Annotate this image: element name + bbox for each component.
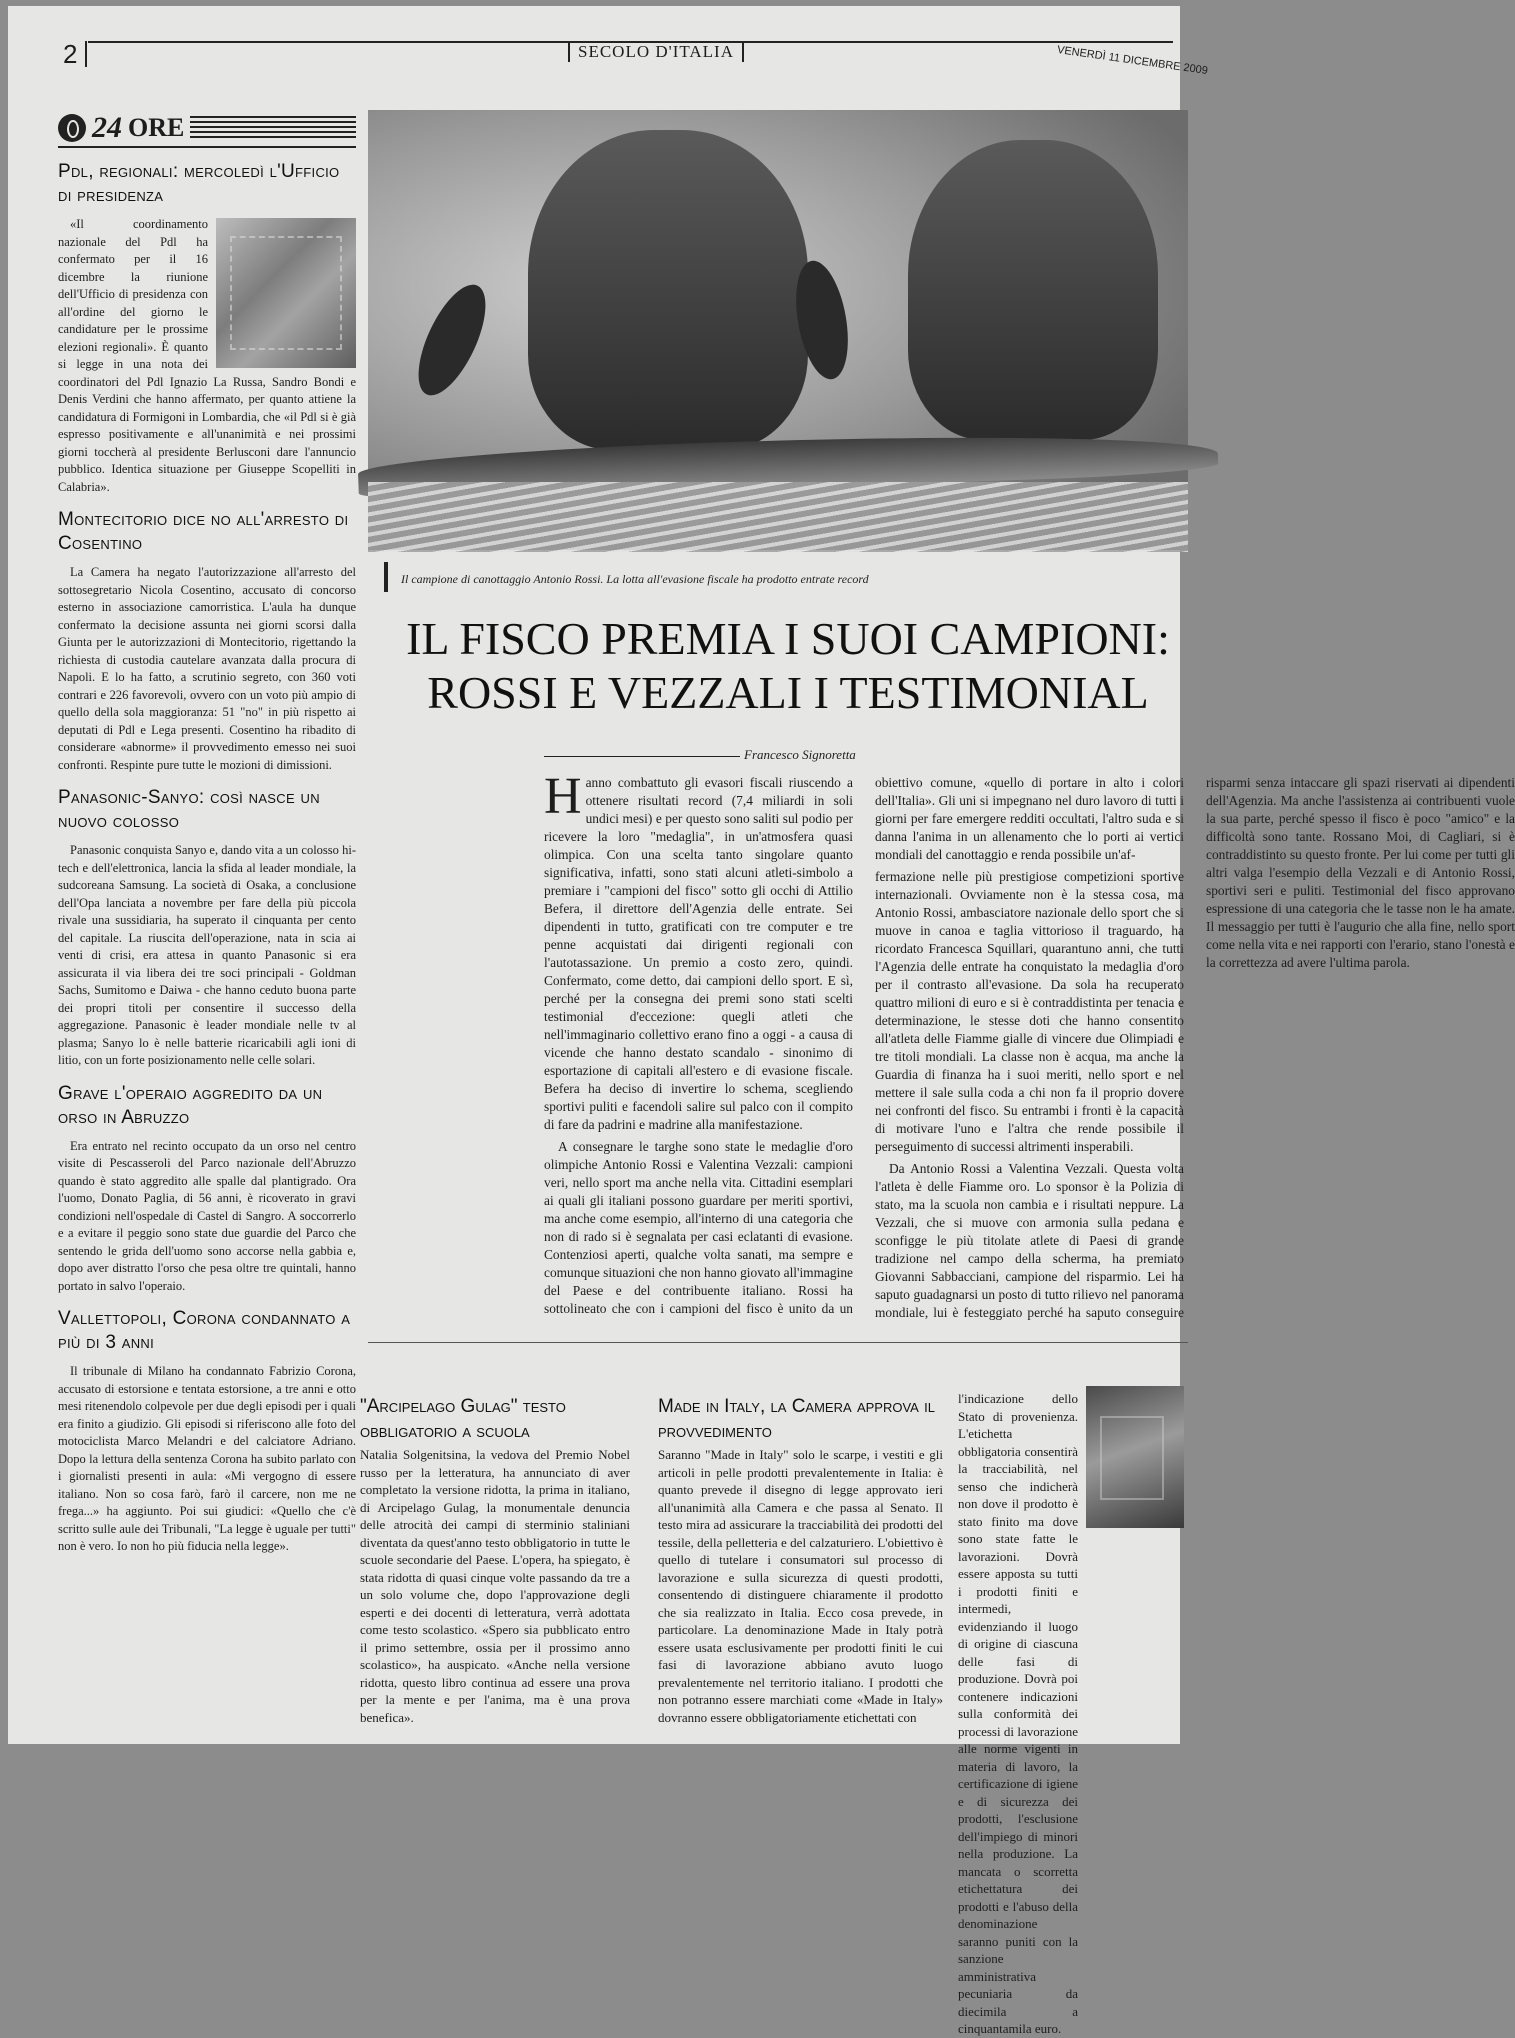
byline-rule [544, 756, 740, 757]
headline-line: ROSSI E VEZZALI I TESTIMONIAL [427, 667, 1149, 718]
news-body: Il tribunale di Milano ha condannato Fabrizio Corona, accusato di estorsione e tentata estorsione, a tre anni e otto mesi ritenendolo colpevole per due degli episodi per i quali era finito a giudizio. Gli episodi si riferiscono alle foto del motociclista Marco Melandri e del calciatore Adriano. Dopo la lettura della sentenza Corona ha subito parlato con i giornalisti presenti in aula: «Mi vergogno di essere italiano. Non so cosa farò, farò il carcere, non me ne frega...» ha aggiunto. Poi sui giudici: «Quello che c'è scritto sulle aule dei Tribunali, "La legge è uguale per tutti" non è vero. Io non ho più fiducia nella legge». [58, 1364, 356, 1553]
clock-icon [58, 114, 86, 142]
canoeists-photo [368, 110, 1188, 550]
caption-rule [384, 562, 388, 592]
paddler-figure [528, 130, 808, 450]
gulag-title: "Arcipelago Gulag" testo obbligatorio a scuola [360, 1396, 566, 1442]
article-paragraph: A consegnare le targhe sono state le medaglie d'oro olimpiche Antonio Rossi e Valentina Vezzali: campioni veri, nello sport ma anche nella vita. Cittadini esemplari ai quali gli italiani possono guardare per meriti sportivi, ma anche come esempio, all'interno di una categoria che non di rado si è segnalata per casi eclatanti di evasione. Contenziosi aperti, qualche volta sanati, ma sempre e comunque situazioni che non hanno giovato all'immagine del Paese e del contribuente italiano. Rossi ha sottolineato che con i campioni del fisco è unito da un obiettivo comune, «quello di portare in alto i colori dell'Italia». Gli uni si impegnano nel duro lavoro di tutti i giorni per fare emergere redditi occultati, l'altro suda e si danna l'anima in un allenamento che lo porti ai vertici mondiali del canottaggio e renda possibile un'af- [544, 775, 1184, 1316]
masthead: SECOLO D'ITALIA [568, 42, 744, 62]
sidebar-24ore [58, 110, 356, 1556]
ballot-papers-photo [216, 218, 356, 368]
newspaper-page [8, 6, 1515, 2036]
headline-line: IL FISCO PREMIA I SUOI CAMPIONI: [406, 613, 1170, 664]
news-title: Montecitorio dice no all'arresto di Cosentino [58, 509, 349, 554]
news-body: Panasonic conquista Sanyo e, dando vita a un colosso hi-tech e dell'elettronica, lancia la sfida al leader mondiale, la sudcoreana Samsung. La società di Osaka, a conclusione dell'Opa lanciata a novembre per fare della più piccola rivale una sussidiaria, ha superato il cinquanta per cento del capitale. La riuscita dell'operazione, nata in scia ai venti di crisi, era attesa in quanto Panasonic si era assicurata il via libera dei tre soci principali - Goldman Sachs, Sumitomo e Daiwa - che hanno ceduto buona parte dei propri titoli per consentire il successo della aggregazione. Panasonic è leader mondiale nelle tv al plasma; Sanyo lo è nelle batterie ricaricabili agli ioni di litio, con un forte posizionamento nelle celle solari. [58, 843, 356, 1067]
page-number: 2 [63, 41, 87, 67]
news-title: Vallettopoli, Corona condannato a più di 3 anni [58, 1308, 351, 1353]
made-in-italy-body: Saranno "Made in Italy" solo le scarpe, i vestiti e gli articoli in pelle prodotti prevalentemente in Italia: è quanto prevede il disegno di legge approvato ieri all'unanimità alla Camera e che passa al Senato. Il testo mira ad assicurare la tracciabilità dei prodotti del tessile, della pelletteria e del calzaturiero. L'obiettivo è quello di tutelare i consumatori sul processo di lavorazione e sulla sicurezza di questi prodotti, consentendo di distinguere chiaramente il prodotto che sia realizzato in Italia. Ecco cosa prevede, in particolare. La denominazione Made in Italy potrà essere usata esclusivamente per prodotti finiti le cui fasi di lavorazione abbiano avuto luogo prevalentemente nel territorio italiano. I prodotti che non potranno essere marchiati come «Made in Italy» dovranno essere obbligatoriamente etichettati con [658, 1447, 943, 1725]
paddle-blade [405, 275, 499, 404]
news-item [58, 160, 356, 496]
made-in-italy-title: Made in Italy, la Camera approva il provvedimento [658, 1396, 935, 1442]
drop-cap: H [544, 768, 582, 825]
byline: Francesco Signoretta [744, 747, 856, 762]
news-body: La Camera ha negato l'autorizzazione all'arresto del sottosegretario Nicola Cosentino, accusato di concorso esterno in associazione camorristica. L'aula ha dunque confermato la decisione assunta nei giorni scorsi dalla Giunta per le autorizzazioni di Montecitorio, rigettando la richiesta di custodia cautelare avanzata dalla procura di Napoli. E lo ha fatto, a scrutinio segreto, con 360 voti contrari e 226 favorevoli, ovvero con un voto più ampio di quello della sola maggioranza: 51 "no" in più rispetto ai deputati di Pdl e Lega presenti. Cosentino ha ribadito di considerare «abnorme» il provvedimento emesso nei suoi confronti. Respinte pure tutte le mozioni di dimissioni. [58, 565, 356, 772]
logo-24ore [58, 110, 356, 148]
article-paragraph: fermazione nelle più prestigiose competizioni sportive internazionali. Ovviamente non è la stessa cosa, ma Antonio Rossi, ambasciatore nazionale dello sport che si muove in canoa e taglia vittorioso il traguardo, ha ricordato Francesca Squillari, quarantuno anni, che tutti l'Agenzia delle entrate ha conquistato la medaglia d'oro per il contrasto all'evasione. Da sola ha recuperato quattro milioni di euro e si è contraddistinta per tenacia e determinazione, le stesse doti che hanno consentito all'atleta delle Fiamme gialle di vincere due Olimpiadi e tre titoli mondiali. La classe non è acqua, ma anche la Guardia di finanza ha i suoi meriti, nello sport e nel mettere il sale sulla coda a chi non fa il proprio dovere nei confronti del fisco. Su entrambi i fronti è la capacità di motivare l'uno e l'altra che rende possibile il perseguimento di successi altrimenti insperabili. [875, 869, 1184, 1154]
article-text: anno combattuto gli evasori fiscali riuscendo a ottenere risultati record (7,4 miliardi in soli undici mesi) e per questo sono saliti sul podio per ricevere la loro "medaglia", in un'atmosfera quasi olimpica. Con una scelta tanto singolare quanto significativa, infatti, sono stati alcuni atleti-simbolo a premiare i "campioni del fisco" sotto gli occhi di Attilio Befera, il direttore dell'Agenzia delle entrate. Sei dipendenti in tutto, gratificati con tre computer e tre penne acquistati dai dirigenti regionali con l'autotassazione. Un premio a costo zero, quindi. Confermato, come detto, dai campioni dello sport. E sì, perché per la consegna dei premi sono stati scelti testimonial d'eccezione: quegli atleti che nell'immaginario collettivo erano fino a oggi - a causa di vicende che hanno destato scandalo - sinonimo di esportazione di capitali all'estero e di evasione fiscale. Befera ha deciso di invertire lo schema, scegliendo sportivi puliti e facendoli salire sul palco con il compito di fare da padrini e madrine alla manifestazione. [544, 775, 853, 1132]
news-body: Era entrato nel recinto occupato da un orso nel centro visite di Pescasseroli del Parco nazionale dell'Abruzzo quando è stato aggredito alle spalle dal plantigrado. Ora l'uomo, Donato Paglia, di 56 anni, è ricoverato in gravi condizioni nell'ospedale di Castel di Sangro. A soccorrerlo e a evitare il peggio sono state due guardie del Parco che sentendo le grida dell'uomo sono accorse nella gabbia e, dopo aver distratto l'orso che pesa oltre tre quintali, hanno portato in salvo l'operaio. [58, 1138, 356, 1293]
news-title: Pdl, regionali: mercoledì l'Ufficio di presidenza [58, 161, 340, 206]
dateline: VENERDÌ 11 DICEMBRE 2009 [1056, 44, 1209, 78]
main-article [544, 768, 1515, 1334]
factory-photo [1086, 1386, 1184, 1528]
article-paragraph: Da Antonio Rossi a Valentina Vezzali. Questa volta l'atleta è delle Fiamme oro. Lo sponsor è la Polizia di stato, ma la scuola non cambia e i risultati neppure. La Vezzali, che si muove con armonia sulla pedana e sconfigge le più titolate atlete di Paesi di grande tradizione nel campo della scherma, ha premiato Giovanni Sabbacciani, campione del risparmio. Lei ha saputo guadagnarsi un posto di tutto rilievo nel panorama mondiale, lui è festeggiato perché ha saputo conseguire risparmi senza intaccare gli spazi riservati ai dipendenti dell'Agenzia. Ma anche l'assistenza ai contribuenti vuole la sua parte, perché spesso il fisco è poco "amico" e la difficoltà sono tante. Rossano Moi, di Cagliari, si è contraddistinto su questo fronte. Per lui come per tutti gli altri valga l'esempio della Vezzali e di Antonio Rossi, sportivi seri e puliti. Testimonial del fisco approvano espressione di una categoria che le tasse non le ha amate. Il messaggio per tutti è l'augurio che alla fine, nello sport come nella vita e nei rapporti con l'erario, stano l'onestà e la correttezza ad avere l'ultima parola. [875, 775, 1515, 1320]
gulag-body: Natalia Solgenitsina, la vedova del Premio Nobel russo per la letteratura, ha annunciato di aver completato la versione ridotta, la prima in italiano, di Arcipelago Gulag, la monumentale denuncia delle atrocità dei campi di sterminio staliniani diventata da quest'anno testo obbligatorio in tutte le scuole secondarie del Paese. L'opera, ha spiegato, è stata ridotta di quasi cinque volte passando da tre a un solo volume che, dopo l'approvazione degli esperti e dei docenti di letteratura, verrà adottata come testo scolastico. «Spero sia pubblicato entro il primo settembre, ossia per il prossimo anno scolastico», ha auspicato. «Anche nella versione ridotta, questo libro continua ad essere una prova per la mente e per l'anima, ma è una prova benefica». [360, 1447, 630, 1725]
news-title: Panasonic-Sanyo: così nasce un nuovo colosso [58, 787, 320, 832]
headline [388, 612, 1188, 720]
paddler-figure [908, 140, 1158, 440]
news-title: Grave l'operaio aggredito da un orso in Abruzzo [58, 1082, 323, 1128]
water-splash [368, 482, 1188, 552]
news-item [58, 1082, 356, 1296]
article-paragraph [544, 768, 853, 1134]
news-body: «Il coordinamento nazionale del Pdl ha confermato per il 16 dicembre la riunione dell'Ufficio di presidenza con all'ordine del giorno le candidature per le prossime elezioni regionali». È quanto si legge in una nota dei coordinatori del Pdl Ignazio La Russa, Sandro Bondi e Denis Verdini che hanno affermato, per quanto attiene la candidatura di Formigoni in Lombardia, che «il Pdl si è già espresso positivamente e all'unanimità e nei prossimi giorni toccherà al presidente Berlusconi dare l'annuncio pubblico. Identica situazione per Giuseppe Scopelliti in Calabria». [58, 217, 356, 494]
logo-word: ORE [128, 113, 185, 142]
logo-number: 24 [92, 111, 122, 144]
section-divider [368, 1342, 1188, 1343]
news-item [58, 1307, 356, 1556]
logo-stripes [190, 116, 356, 140]
news-item [58, 508, 356, 774]
made-in-italy-body-cont: l'indicazione dello Stato di provenienza. L'etichetta obbligatoria consentirà la tracciabilità, nel senso che indicherà non dove il prodotto è stato finito ma dove sono state fatte le lavorazioni. Dovrà essere apposta su tutti i prodotti finiti e intermedi, evidenziando il luogo di origine di ciascuna delle fasi di produzione. Dovrà poi contenere indicazioni sulla conformità dei processi di lavorazione alle norme vigenti in materia di lavoro, la certificazione di igiene e di sicurezza dei prodotti, l'esclusione dell'impiego di minori nella produzione. La mancata o scorretta etichettatura dei prodotti e l'abuso della denominazione saranno puniti con la sanzione amministrativa pecuniaria da diecimila a cinquantamila euro. [958, 1391, 1078, 2036]
news-item [58, 786, 356, 1070]
photo-caption: Il campione di canottaggio Antonio Rossi. La lotta all'evasione fiscale ha prodotto entrate record [401, 572, 869, 586]
